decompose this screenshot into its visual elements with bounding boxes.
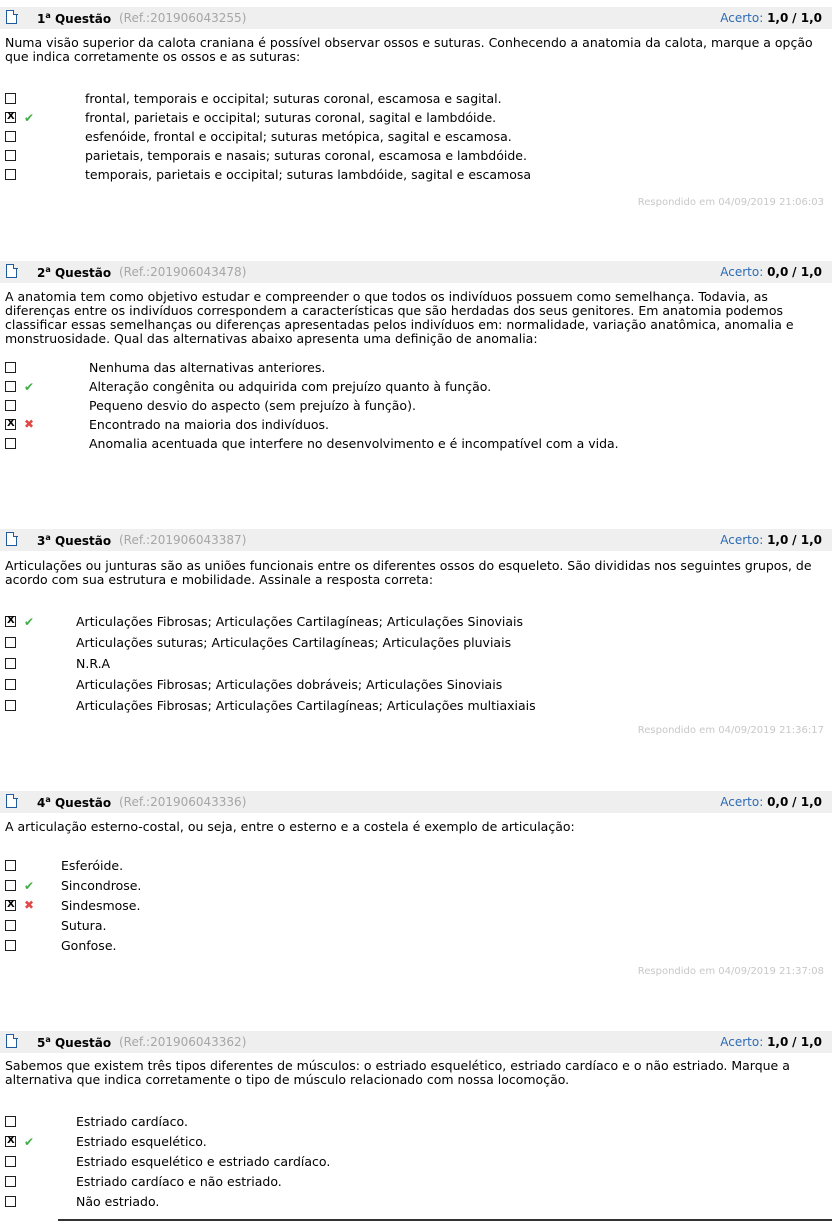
option-text: N.R.A bbox=[76, 656, 111, 671]
option-text: Estriado cardíaco e não estriado. bbox=[76, 1174, 282, 1189]
option-checkbox[interactable] bbox=[5, 438, 16, 449]
option-row[interactable] bbox=[0, 436, 832, 454]
option-row[interactable] bbox=[0, 110, 832, 128]
option-row[interactable] bbox=[0, 878, 832, 896]
document-icon bbox=[6, 264, 17, 278]
option-text: Anomalia acentuada que interfere no desenvolvimento e é incompatível com a vida. bbox=[89, 436, 619, 451]
question-text: Articulações ou junturas são as uniões funcionais entre os diferentes ossos do esqueleto. São divididas nos seguintes grupos, de acordo com sua estrutura e mobilidade. Assinale a resposta correta: bbox=[5, 558, 812, 587]
question-ref: (Ref.:201906043336) bbox=[119, 795, 247, 809]
option-row[interactable] bbox=[0, 148, 832, 166]
option-checkbox[interactable] bbox=[5, 1136, 16, 1147]
option-row[interactable] bbox=[0, 379, 832, 397]
option-checkbox[interactable] bbox=[5, 658, 16, 669]
question-number: 2$^a$ Questão bbox=[37, 265, 112, 280]
option-text: Articulações Fibrosas; Articulações dobráveis; Articulações Sinoviais bbox=[76, 677, 503, 692]
option-checkbox[interactable] bbox=[5, 362, 16, 373]
question-header bbox=[0, 7, 832, 29]
option-checkbox[interactable] bbox=[5, 900, 16, 911]
option-checkbox[interactable] bbox=[5, 860, 16, 871]
option-text: Estriado esquelético e estriado cardíaco. bbox=[76, 1154, 331, 1169]
option-text: Estriado esquelético. bbox=[76, 1134, 207, 1149]
question-text: A anatomia tem como objetivo estudar e compreender o que todos os indivíduos possuem como semelhança. Todavia, as diferenças entre os indivíduos correspondem a características que são herdadas dos seus genitores. Em anatomia podemos classificar essas semelhanças ou diferenças apresentadas pelos indivíduos em: normalidade, variação anatômica, anomalia e monstruosidade. Qual das alternativas abaixo apresenta uma definição de anomalia: bbox=[5, 289, 794, 346]
option-checkbox[interactable] bbox=[5, 880, 16, 891]
option-text: Encontrado na maioria dos indivíduos. bbox=[89, 417, 330, 432]
question-ref: (Ref.:201906043255) bbox=[119, 11, 247, 25]
score: Acerto: 1,0 / 1,0 bbox=[720, 533, 822, 547]
option-checkbox[interactable] bbox=[5, 637, 16, 648]
option-row[interactable] bbox=[0, 614, 832, 632]
option-text: Articulações Fibrosas; Articulações Cartilagíneas; Articulações Sinoviais bbox=[76, 614, 524, 629]
option-row[interactable] bbox=[0, 858, 832, 876]
option-row[interactable] bbox=[0, 918, 832, 936]
question-ref: (Ref.:201906043362) bbox=[119, 1035, 247, 1049]
option-checkbox[interactable] bbox=[5, 940, 16, 951]
option-checkbox[interactable] bbox=[5, 419, 16, 430]
option-checkbox[interactable] bbox=[5, 150, 16, 161]
option-row[interactable] bbox=[0, 129, 832, 147]
divider bbox=[58, 1219, 832, 1221]
question-text: Sabemos que existem três tipos diferentes de músculos: o estriado esquelético, estriado cardíaco e o não estriado. Marque a alternativa que indica corretamente o tipo de músculo relacionado com nossa locomoção. bbox=[5, 1058, 790, 1087]
option-row[interactable] bbox=[0, 417, 832, 435]
option-row[interactable] bbox=[0, 898, 832, 916]
option-row[interactable] bbox=[0, 635, 832, 653]
question-header bbox=[0, 791, 832, 813]
option-checkbox[interactable] bbox=[5, 1156, 16, 1167]
option-row[interactable] bbox=[0, 398, 832, 416]
option-text: parietais, temporais e nasais; suturas coronal, escamosa e lambdóide. bbox=[85, 148, 527, 163]
document-icon bbox=[6, 10, 17, 24]
document-icon bbox=[6, 794, 17, 808]
option-row[interactable] bbox=[0, 91, 832, 109]
check-icon: ✔ bbox=[24, 380, 35, 394]
option-checkbox[interactable] bbox=[5, 920, 16, 931]
question-number: 4$^a$ Questão bbox=[37, 795, 112, 810]
option-text: Não estriado. bbox=[76, 1194, 160, 1209]
option-row[interactable] bbox=[0, 677, 832, 695]
option-text: Esferóide. bbox=[61, 858, 124, 873]
answered-timestamp: Respondido em 04/09/2019 21:06:03 bbox=[637, 197, 824, 208]
option-text: Alteração congênita ou adquirida com prejuízo quanto à função. bbox=[89, 379, 492, 394]
option-text: Gonfose. bbox=[61, 938, 117, 953]
option-checkbox[interactable] bbox=[5, 1116, 16, 1127]
option-text: Sindesmose. bbox=[61, 898, 141, 913]
option-text: Nenhuma das alternativas anteriores. bbox=[89, 360, 326, 375]
option-checkbox[interactable] bbox=[5, 131, 16, 142]
option-checkbox[interactable] bbox=[5, 700, 16, 711]
option-row[interactable] bbox=[0, 1194, 832, 1212]
option-row[interactable] bbox=[0, 1134, 832, 1152]
option-text: frontal, temporais e occipital; suturas coronal, escamosa e sagital. bbox=[85, 91, 502, 106]
option-text: Estriado cardíaco. bbox=[76, 1114, 188, 1129]
option-text: Articulações suturas; Articulações Cartilagíneas; Articulações pluviais bbox=[76, 635, 512, 650]
question-text: Numa visão superior da calota craniana é possível observar ossos e suturas. Conhecendo a anatomia da calota, marque a opção que indica corretamente os ossos e as suturas: bbox=[5, 35, 813, 64]
option-row[interactable] bbox=[0, 1154, 832, 1172]
option-text: temporais, parietais e occipital; suturas lambdóide, sagital e escamosa bbox=[85, 167, 532, 182]
question-header bbox=[0, 261, 832, 283]
score: Acerto: 1,0 / 1,0 bbox=[720, 1035, 822, 1049]
option-row[interactable] bbox=[0, 698, 832, 716]
option-checkbox[interactable] bbox=[5, 93, 16, 104]
question-ref: (Ref.:201906043478) bbox=[119, 265, 247, 279]
cross-icon: ✖ bbox=[24, 417, 35, 431]
option-checkbox[interactable] bbox=[5, 1176, 16, 1187]
option-row[interactable] bbox=[0, 656, 832, 674]
option-text: Pequeno desvio do aspecto (sem prejuízo à função). bbox=[89, 398, 416, 413]
option-row[interactable] bbox=[0, 938, 832, 956]
option-checkbox[interactable] bbox=[5, 381, 16, 392]
question-header bbox=[0, 529, 832, 551]
option-checkbox[interactable] bbox=[5, 169, 16, 180]
option-text: esfenóide, frontal e occipital; suturas metópica, sagital e escamosa. bbox=[85, 129, 512, 144]
option-checkbox[interactable] bbox=[5, 1196, 16, 1207]
check-icon: ✔ bbox=[24, 879, 35, 893]
score: Acerto: 0,0 / 1,0 bbox=[720, 265, 822, 279]
document-icon bbox=[6, 532, 17, 546]
score: Acerto: 1,0 / 1,0 bbox=[720, 11, 822, 25]
option-row[interactable] bbox=[0, 1114, 832, 1132]
answered-timestamp: Respondido em 04/09/2019 21:37:08 bbox=[637, 966, 824, 977]
option-checkbox[interactable] bbox=[5, 400, 16, 411]
answered-timestamp: Respondido em 04/09/2019 21:36:17 bbox=[637, 725, 824, 736]
option-text: Articulações Fibrosas; Articulações Cartilagíneas; Articulações multiaxiais bbox=[76, 698, 536, 713]
option-text: Sincondrose. bbox=[61, 878, 142, 893]
check-icon: ✔ bbox=[24, 615, 35, 629]
option-checkbox[interactable] bbox=[5, 679, 16, 690]
option-checkbox[interactable] bbox=[5, 112, 16, 123]
question-number: 3$^a$ Questão bbox=[37, 533, 112, 548]
option-row[interactable] bbox=[0, 360, 832, 378]
option-text: frontal, parietais e occipital; suturas coronal, sagital e lambdóide. bbox=[85, 110, 497, 125]
option-row[interactable] bbox=[0, 1174, 832, 1192]
question-text: A articulação esterno-costal, ou seja, entre o esterno e a costela é exemplo de articulação: bbox=[5, 819, 575, 834]
question-header bbox=[0, 1031, 832, 1053]
check-icon: ✔ bbox=[24, 1135, 35, 1149]
check-icon: ✔ bbox=[24, 111, 35, 125]
question-number: 5$^a$ Questão bbox=[37, 1035, 112, 1050]
option-row[interactable] bbox=[0, 167, 832, 185]
score: Acerto: 0,0 / 1,0 bbox=[720, 795, 822, 809]
document-icon bbox=[6, 1034, 17, 1048]
cross-icon: ✖ bbox=[24, 898, 35, 912]
option-text: Sutura. bbox=[61, 918, 107, 933]
question-number: 1$^a$ Questão bbox=[37, 11, 112, 26]
option-checkbox[interactable] bbox=[5, 616, 16, 627]
question-ref: (Ref.:201906043387) bbox=[119, 533, 247, 547]
